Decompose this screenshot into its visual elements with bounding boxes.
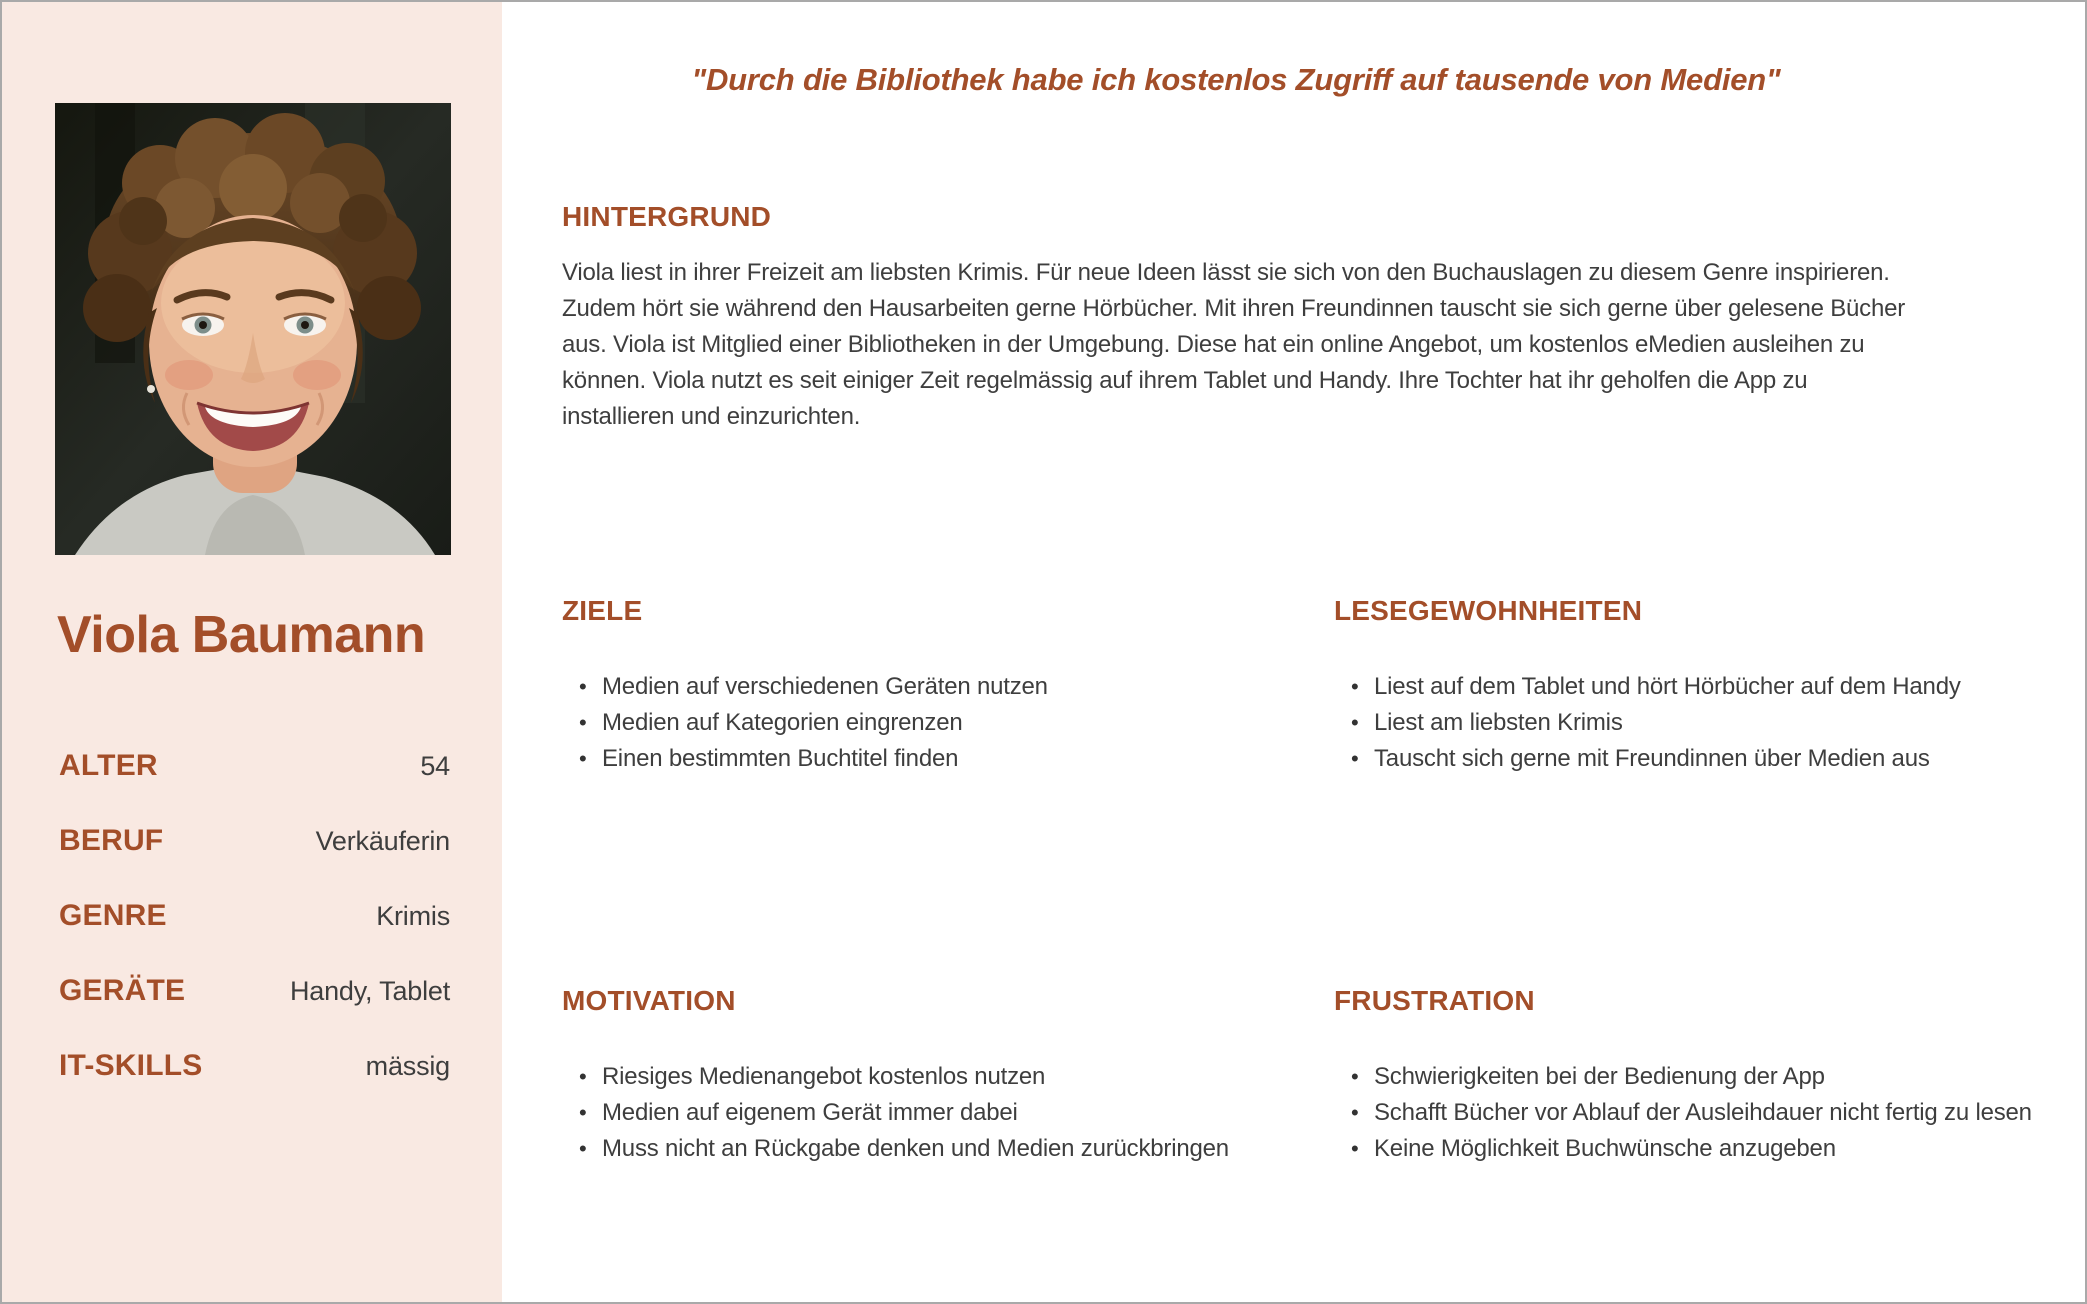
section-ziele [562,595,1262,985]
sidebar [2,2,502,1302]
attribute-row-alter [2,749,502,783]
section-title-motivation: MOTIVATION [562,985,736,1016]
section-motivation [562,985,1262,1167]
main-content [502,2,2087,1302]
section-title-hintergrund: HINTERGRUND [562,201,772,232]
attribute-row-beruf [2,824,502,858]
persona-quote: "Durch die Bibliothek habe ich kostenlos Zugriff auf tausende von Medien" [691,62,1781,97]
attribute-value: 54 [420,751,450,781]
list-item: • Muss nicht an Rückgabe denken und Medien zurückbringen [562,1131,1262,1167]
persona-name: Viola Baumann [57,606,426,664]
list-item: • Einen bestimmten Buchtitel finden [562,741,1262,777]
lesegewohnheiten-list [1334,669,2034,777]
attribute-row-itskills [2,1049,502,1083]
section-title-frustration: FRUSTRATION [1334,985,1535,1016]
section-title-ziele: ZIELE [562,595,643,626]
attribute-label: GERÄTE [59,974,186,1007]
list-item: • Liest am liebsten Krimis [1334,705,2034,741]
ziele-list [562,669,1262,777]
list-item: • Medien auf eigenem Gerät immer dabei [562,1095,1262,1131]
list-item: • Liest auf dem Tablet und hört Hörbücher auf dem Handy [1334,669,2034,705]
attribute-row-geraete [2,974,502,1008]
attribute-row-genre [2,899,502,933]
section-title-lesegewohnheiten: LESEGEWOHNHEITEN [1334,595,1643,626]
frustration-list [1334,1059,2034,1167]
sections-grid [562,595,2034,1167]
list-item: • Keine Möglichkeit Buchwünsche anzugeben [1334,1131,2034,1167]
list-item: • Medien auf Kategorien eingrenzen [562,705,1262,741]
attribute-value: Handy, Tablet [289,976,450,1006]
persona-photo [55,103,451,555]
section-frustration [1334,985,2034,1167]
attribute-value: Verkäuferin [315,826,450,856]
attribute-label: BERUF [59,824,164,857]
attribute-list [2,749,502,1083]
attribute-value: Krimis [376,901,450,931]
attribute-label: ALTER [59,749,158,782]
list-item: • Medien auf verschiedenen Geräten nutzen [562,669,1262,705]
hintergrund-text: Viola liest in ihrer Freizeit am liebsten Krimis. Für neue Ideen lässt sie sich von den Buchauslagen zu diesem Genre inspirieren. Zudem hört sie während den Hausarbeiten gerne Hörbücher. Mit ihren Freundinnen tauscht sie sich gerne über gelesene Bücher aus. Viola ist Mitglied einer Bibliotheken in der Umgebung. Diese hat ein online Angebot, um kostenlos eMedien ausleihen zu können. Viola nutzt es seit einiger Zeit regelmässig auf ihrem Tablet und Handy. Ihre Tochter hat ihr geholfen die App zu installieren und einzurichten. [562,259,1906,430]
attribute-label: GENRE [59,899,167,932]
motivation-list [562,1059,1262,1167]
list-item: • Tauscht sich gerne mit Freundinnen über Medien aus [1334,741,2034,777]
attribute-value: mässig [365,1051,450,1081]
list-item: • Schafft Bücher vor Ablauf der Ausleihdauer nicht fertig zu lesen [1334,1095,2034,1131]
attribute-label: IT-SKILLS [59,1049,203,1082]
list-item: • Schwierigkeiten bei der Bedienung der App [1334,1059,2034,1095]
list-item: • Riesiges Medienangebot kostenlos nutzen [562,1059,1262,1095]
section-lesegewohnheiten [1334,595,2034,985]
